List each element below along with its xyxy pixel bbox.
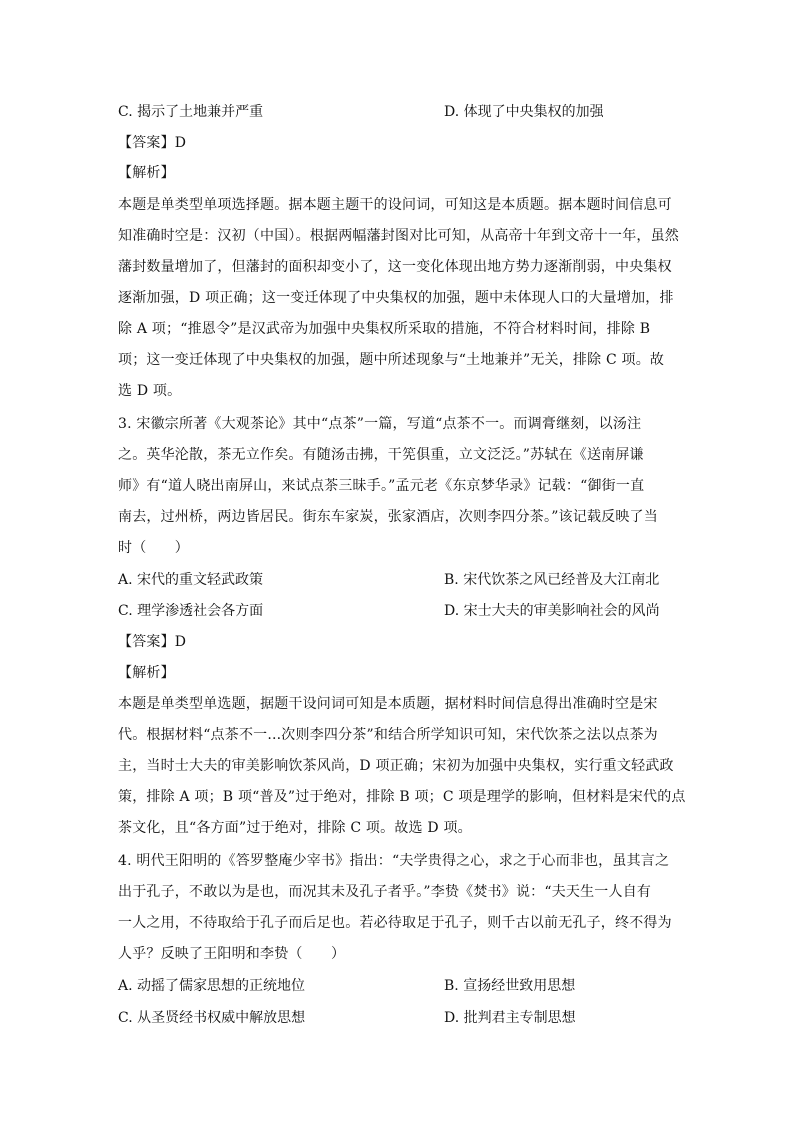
q3-stem-line: 师》有“道人晓出南屏山，来试点茶三昧手。”孟元老《东京梦华录》记载：“御街一直 bbox=[118, 478, 645, 494]
q4-stem-line: 人乎？反映了王阳明和李贽（ ） bbox=[118, 946, 346, 962]
q3-stem-line: 3. 宋徽宗所著《大观茶论》其中“点茶”一篇，写道“点茶不一。而调膏继刻，以汤注 bbox=[118, 416, 642, 432]
q2-answer: 【答案】D bbox=[118, 135, 187, 151]
q4-option-b: B. 宣扬经世致用思想 bbox=[444, 978, 576, 994]
q3-stem-line: 南去，过州桥，两边皆居民。街东车家炭，张家酒店，次则李四分茶。”该记载反映了当 bbox=[118, 509, 658, 525]
q3-option-d: D. 宋士大夫的审美影响社会的风尚 bbox=[444, 603, 660, 619]
q3-option-b: B. 宋代饮茶之风已经普及大江南北 bbox=[444, 572, 660, 588]
q3-stem-line: 之。英华沦散，茶无立作矣。有随汤击拂，干筅俱重，立文泛泛。”苏轼在《送南屏谦 bbox=[118, 447, 644, 463]
q3-analysis-line: 代。根据材料“点茶不一...次则李四分茶”和结合所学知识可知，宋代饮茶之法以点茶为 bbox=[118, 727, 658, 743]
q2-analysis-line: 除 A 项；“推恩令”是汉武帝为加强中央集权所采取的措施，不符合材料时间，排除 B bbox=[118, 321, 651, 337]
q2-analysis-line: 知准确时空是：汉初（中国）。根据两幅藩封图对比可知，从高帝十年到文帝十一年，虽然 bbox=[118, 228, 679, 244]
q2-option-d: D. 体现了中央集权的加强 bbox=[444, 104, 604, 120]
q4-option-c: C. 从圣贤经书权威中解放思想 bbox=[118, 1010, 306, 1026]
q2-analysis-line: 本题是单类型单项选择题。据本题主题干的设问词，可知这是本质题。据本题时间信息可 bbox=[118, 197, 672, 213]
q3-analysis-line: 本题是单类型单选题，据题干设问词可知是本质题，据材料时间信息得出准确时空是宋 bbox=[118, 696, 658, 712]
q2-option-c: C. 揭示了土地兼并严重 bbox=[118, 104, 264, 120]
q4-option-d: D. 批判君主专制思想 bbox=[444, 1010, 576, 1026]
q3-analysis-line: 茶文化，且“各方面”过于绝对，排除 C 项。故选 D 项。 bbox=[118, 820, 472, 836]
q4-stem-line: 4. 明代王阳明的《答罗整庵少宰书》指出：“夫学贵得之心，求之于心而非也，虽其言之 bbox=[118, 853, 670, 869]
q3-analysis-title: 【解析】 bbox=[118, 665, 175, 681]
q3-answer: 【答案】D bbox=[118, 634, 187, 650]
q2-analysis-line: 项；这一变迁体现了中央集权的加强，题中所述现象与“土地兼并”无关，排除 C 项。故 bbox=[118, 352, 665, 368]
q3-analysis-line: 主，当时士大夫的审美影响饮茶风尚，D 项正确；宋初为加强中央集权，实行重文轻武政 bbox=[118, 758, 674, 774]
q3-stem-line: 时（ ） bbox=[118, 540, 189, 556]
q4-option-a: A. 动摇了儒家思想的正统地位 bbox=[118, 978, 306, 994]
q2-analysis-line: 选 D 项。 bbox=[118, 383, 182, 399]
q4-stem-line: 一人之用，不待取给于孔子而后足也。若必待取足于孔子，则千古以前无孔子，终不得为 bbox=[118, 915, 672, 931]
q3-option-a: A. 宋代的重文轻武政策 bbox=[118, 572, 264, 588]
q3-option-c: C. 理学渗透社会各方面 bbox=[118, 603, 264, 619]
q3-analysis-line: 策，排除 A 项；B 项“普及”过于绝对，排除 B 项；C 项是理学的影响，但材料是宋代的点 bbox=[118, 789, 686, 805]
q4-stem-line: 出于孔子，不敢以为是也，而况其未及孔子者乎。”李贽《焚书》说：“夫天生一人自有 bbox=[118, 884, 652, 900]
q2-analysis-line: 逐渐加强，D 项正确；这一变迁体现了中央集权的加强，题中未体现人口的大量增加，排 bbox=[118, 290, 674, 306]
q2-analysis-line: 藩封数量增加了，但藩封的面积却变小了，这一变化体现出地方势力逐渐削弱，中央集权 bbox=[118, 259, 672, 275]
q2-analysis-title: 【解析】 bbox=[118, 165, 175, 181]
